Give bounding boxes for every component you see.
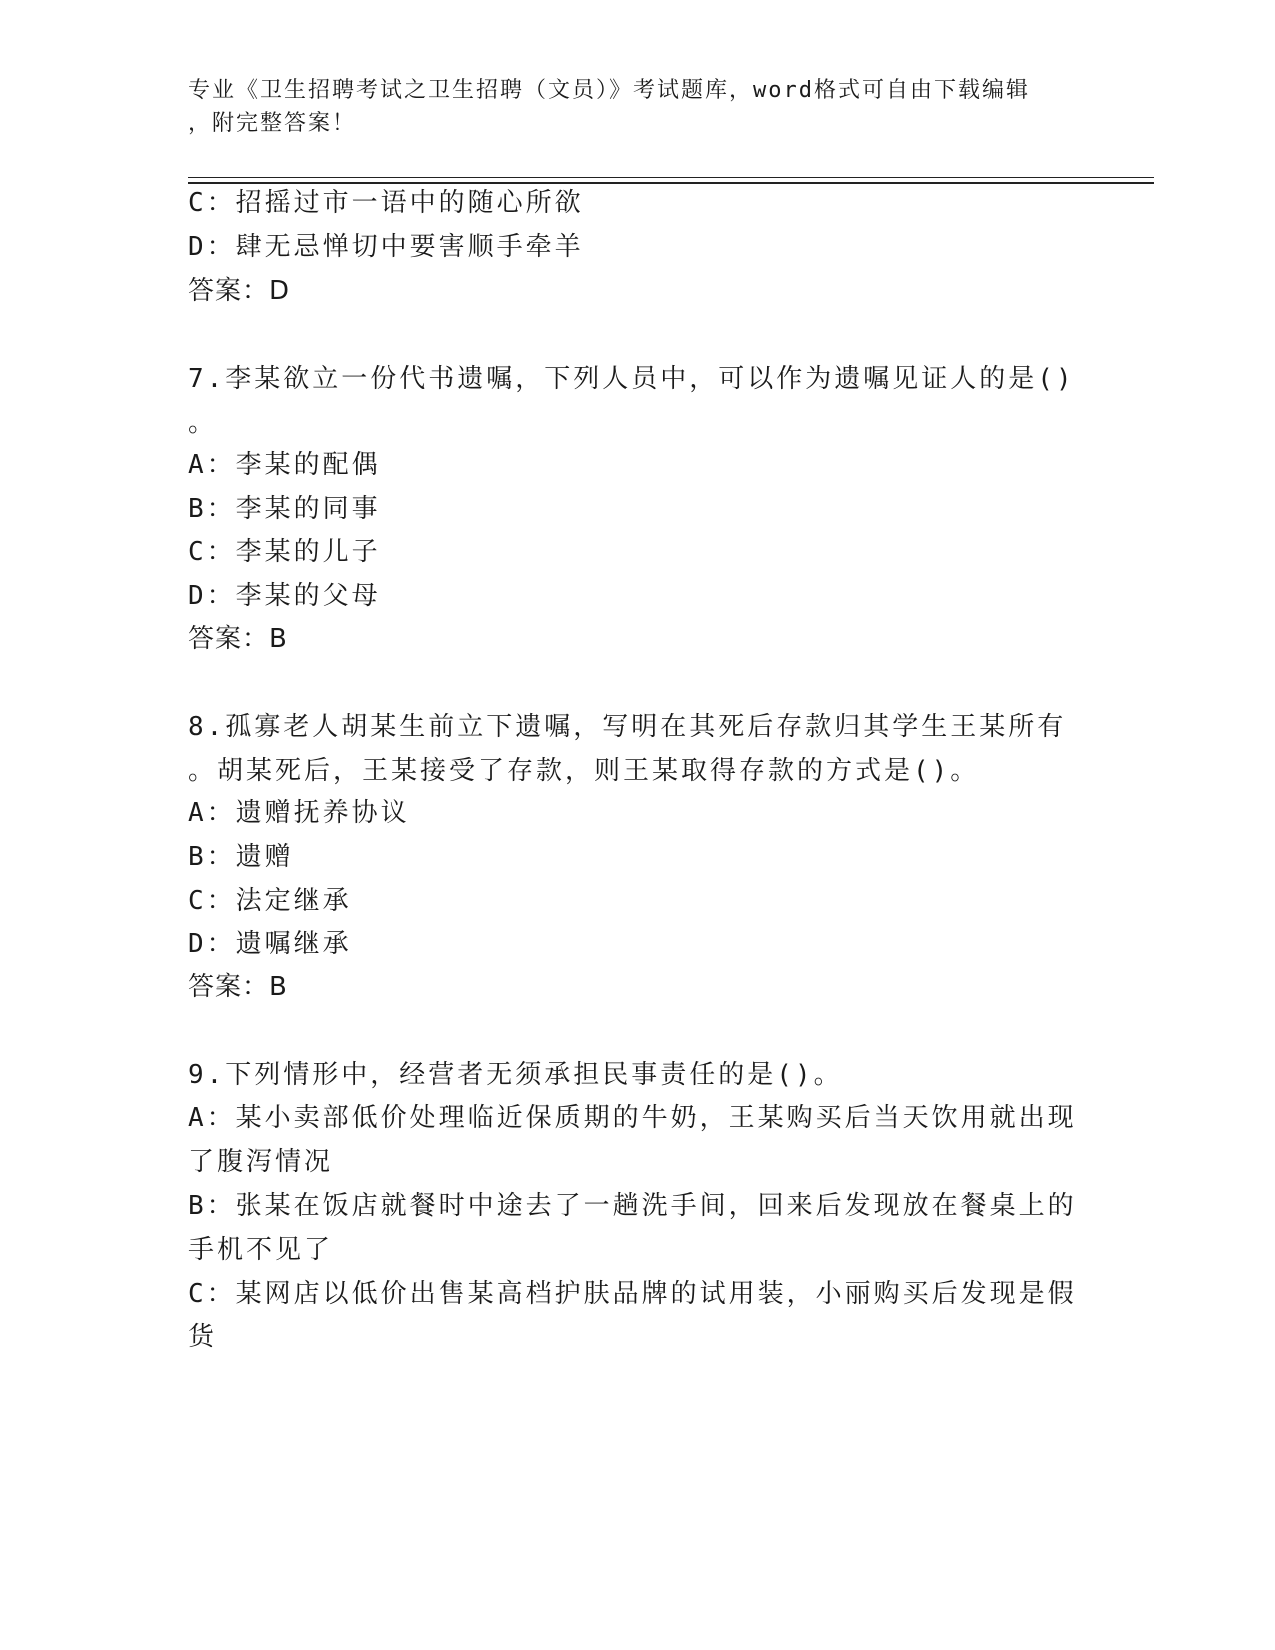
q7-question-line-2: 。 [188,408,218,438]
q9-option-a-line-2: 了腹泻情况 [188,1147,334,1177]
q9-option-b-line-2: 手机不见了 [188,1235,334,1265]
q9-option-c-line-1: C：某网店以低价出售某高档护肤品牌的试用装，小丽购买后发现是假 [188,1279,1077,1309]
q6-option-c: C：招摇过市一语中的随心所欲 [188,188,584,218]
q7-question-line-1: 7.李某欲立一份代书遗嘱，下列人员中，可以作为遗嘱见证人的是() [188,364,1075,394]
header-line-2: ，附完整答案！ [188,111,357,136]
q9-option-a-line-1: A：某小卖部低价处理临近保质期的牛奶，王某购买后当天饮用就出现 [188,1103,1077,1133]
header-line-1: 专业《卫生招聘考试之卫生招聘（文员）》考试题库，word格式可自由下载编辑 [188,78,1030,103]
q6-answer: 答案：D [188,276,291,306]
q8-option-d: D：遗嘱继承 [188,929,352,959]
q9-option-b-line-1: B：张某在饭店就餐时中途去了一趟洗手间，回来后发现放在餐桌上的 [188,1191,1077,1221]
q7-option-a: A：李某的配偶 [188,450,381,480]
q8-option-c: C：法定继承 [188,886,352,916]
q8-question-line-1: 8.孤寡老人胡某生前立下遗嘱，写明在其死后存款归其学生王某所有 [188,712,1067,742]
header-divider-thin [188,177,1154,178]
document-header [188,74,1068,140]
q7-answer: 答案：B [188,624,288,654]
q9-option-c-line-2: 货 [188,1322,218,1352]
q8-question-line-2: 。胡某死后，王某接受了存款，则王某取得存款的方式是()。 [188,756,980,786]
q7-option-c: C：李某的儿子 [188,537,381,567]
q8-option-b: B：遗赠 [188,842,294,872]
q8-option-a: A：遗赠抚养协议 [188,798,410,828]
q6-option-d: D：肆无忌惮切中要害顺手牵羊 [188,232,584,262]
q7-option-b: B：李某的同事 [188,494,381,524]
q8-answer: 答案：B [188,972,288,1002]
header-divider-thick [188,182,1154,184]
q9-question-line-1: 9.下列情形中，经营者无须承担民事责任的是()。 [188,1060,843,1090]
q7-option-d: D：李某的父母 [188,581,381,611]
